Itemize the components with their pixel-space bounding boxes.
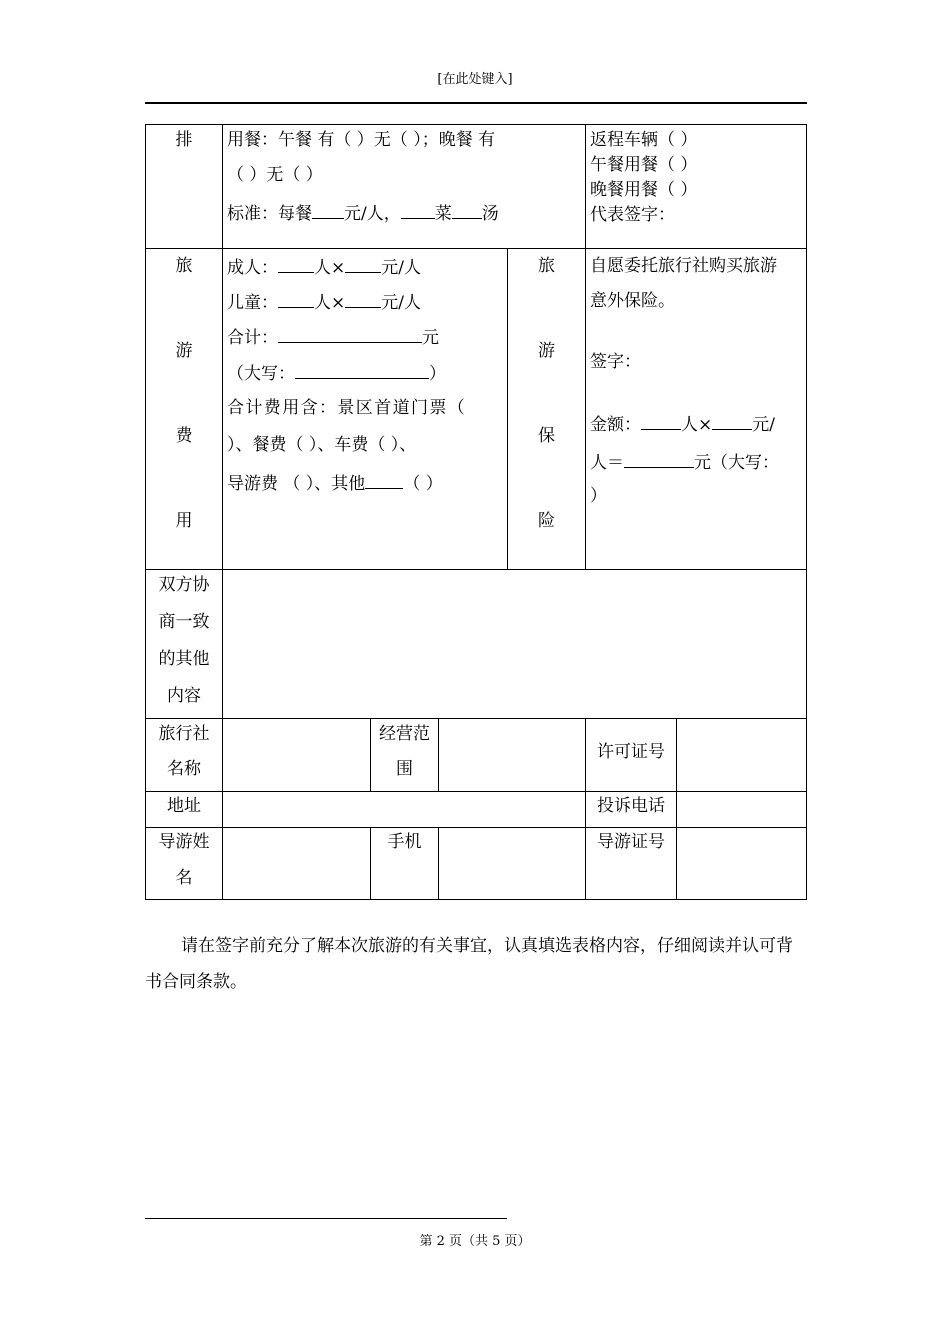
meal-std-unit2: 菜 bbox=[434, 204, 452, 224]
other-label-line: 的其他 bbox=[158, 649, 210, 669]
scope-label: 围 bbox=[396, 759, 413, 779]
meal-std-unit1: 元/人， bbox=[344, 204, 401, 224]
header-rule bbox=[145, 102, 807, 104]
phone-value[interactable] bbox=[438, 827, 586, 900]
adult-count-blank[interactable] bbox=[278, 254, 314, 273]
adult-mult: 人× bbox=[314, 258, 346, 278]
includes-line1: 合计费用含：景区首道门票（ bbox=[227, 398, 467, 418]
other-label-cell bbox=[145, 569, 223, 719]
guide-cert-label-cell bbox=[585, 827, 677, 900]
page-footer: 第 2 页（共 5 页） bbox=[419, 1234, 531, 1249]
insurance-label-char: 旅 bbox=[538, 256, 555, 276]
agency-name-label: 名称 bbox=[167, 759, 201, 779]
scope-label: 经营范 bbox=[379, 724, 430, 744]
agency-name-label-cell bbox=[145, 718, 223, 792]
other-content-cell[interactable] bbox=[222, 569, 807, 719]
adult-prefix: 成人： bbox=[227, 258, 278, 278]
adult-price-blank[interactable] bbox=[345, 254, 381, 273]
caps-blank[interactable] bbox=[295, 360, 429, 379]
insurance-line1: 自愿委托旅行社购买旅游 bbox=[590, 256, 777, 276]
caps-line bbox=[227, 360, 446, 387]
adult-line bbox=[227, 254, 421, 281]
child-count-blank[interactable] bbox=[278, 289, 314, 308]
phone-label-cell bbox=[370, 827, 439, 900]
fees-label-char: 旅 bbox=[175, 256, 193, 276]
insured-count-blank[interactable] bbox=[641, 411, 681, 430]
complaint-value[interactable] bbox=[676, 791, 807, 828]
includes-guide: 导游费 （ ）、其他 bbox=[227, 474, 366, 494]
return-vehicle: 返程车辆（ ） bbox=[590, 130, 698, 150]
includes-line2: ）、餐费（ ）、车费（ ）、 bbox=[227, 435, 417, 455]
child-price-blank[interactable] bbox=[345, 289, 381, 308]
agency-name-label: 旅行社 bbox=[158, 724, 210, 744]
total-blank[interactable] bbox=[278, 324, 422, 343]
license-label: 许可证号 bbox=[597, 742, 665, 762]
includes-line3 bbox=[227, 470, 443, 497]
meal-label-cell bbox=[145, 124, 223, 249]
meal-line2: （ ）无（ ） bbox=[227, 165, 323, 185]
guide-cert-label: 导游证号 bbox=[597, 832, 665, 852]
page-header: [在此处键入] bbox=[437, 72, 513, 87]
insurance-per-person: 人＝ bbox=[590, 453, 624, 473]
child-mult: 人× bbox=[314, 293, 346, 313]
scope-label-cell bbox=[370, 718, 439, 792]
meal-right-cell bbox=[585, 124, 807, 249]
complaint-label-cell bbox=[585, 791, 677, 828]
other-label-line: 双方协 bbox=[158, 575, 210, 595]
lunch-meal: 午餐用餐（ ） bbox=[590, 155, 698, 175]
guide-name-label: 导游姓 bbox=[158, 832, 210, 852]
complaint-label: 投诉电话 bbox=[597, 796, 665, 816]
meal-std-prefix: 标准：每餐 bbox=[227, 204, 312, 224]
caps-prefix: （大写： bbox=[227, 364, 295, 384]
fees-label-cell bbox=[145, 248, 223, 570]
amount-prefix: 金额： bbox=[590, 415, 641, 435]
signing-note: 请在签字前充分了解本次旅游的有关事宜，认真填选表格内容，仔细阅读并认可背书合同条款。 bbox=[145, 936, 793, 992]
footer-rule bbox=[145, 1218, 507, 1219]
meal-line1: 用餐：午餐 有（ ）无（ ）；晚餐 有 bbox=[227, 130, 496, 150]
other-blank[interactable] bbox=[365, 470, 403, 489]
fees-cell bbox=[222, 248, 508, 570]
license-value[interactable] bbox=[676, 718, 807, 792]
amount-unit: 元/ bbox=[752, 415, 775, 435]
other-label-line: 商一致 bbox=[158, 612, 210, 632]
guide-cert-value[interactable] bbox=[676, 827, 807, 900]
address-value[interactable] bbox=[222, 791, 586, 828]
total-line bbox=[227, 324, 439, 351]
caps-suffix: ） bbox=[429, 364, 446, 384]
guide-name-label: 名 bbox=[175, 868, 193, 888]
fees-label-char: 游 bbox=[175, 341, 193, 361]
dinner-meal: 晚餐用餐（ ） bbox=[590, 180, 698, 200]
total-prefix: 合计： bbox=[227, 328, 278, 348]
insured-price-blank[interactable] bbox=[712, 411, 752, 430]
insurance-label-char: 保 bbox=[538, 426, 555, 446]
meal-standard bbox=[227, 200, 499, 227]
address-label: 地址 bbox=[167, 796, 201, 816]
total-unit: 元 bbox=[422, 328, 439, 348]
meal-row-label: 排 bbox=[175, 130, 193, 150]
adult-unit: 元/人 bbox=[381, 258, 421, 278]
meal-price-blank[interactable] bbox=[312, 200, 344, 219]
meal-soup-blank[interactable] bbox=[452, 200, 482, 219]
guide-name-value[interactable] bbox=[222, 827, 371, 900]
scope-value[interactable] bbox=[438, 718, 586, 792]
insurance-close: ） bbox=[590, 486, 607, 506]
includes-other: （ ） bbox=[403, 474, 443, 494]
agency-name-value[interactable] bbox=[222, 718, 371, 792]
fees-label-char: 费 bbox=[175, 426, 193, 446]
child-unit: 元/人 bbox=[381, 293, 421, 313]
insurance-caps: 元（大写： bbox=[694, 453, 779, 473]
representative-signature: 代表签字： bbox=[590, 205, 675, 225]
guide-name-label-cell bbox=[145, 827, 223, 900]
child-prefix: 儿童： bbox=[227, 293, 278, 313]
meal-std-unit3: 汤 bbox=[481, 204, 499, 224]
amount-mult: 人× bbox=[681, 415, 713, 435]
insurance-label-char: 游 bbox=[538, 341, 555, 361]
insurance-label-cell bbox=[507, 248, 586, 570]
insurance-sign: 签字： bbox=[590, 352, 641, 372]
license-label-cell bbox=[585, 718, 677, 792]
meal-dishes-blank[interactable] bbox=[401, 200, 435, 219]
insurance-amount bbox=[590, 411, 775, 438]
meal-cell bbox=[222, 124, 586, 249]
address-label-cell bbox=[145, 791, 223, 828]
insurance-cell bbox=[585, 248, 807, 570]
insurance-line2: 意外保险。 bbox=[590, 291, 675, 311]
insurance-total bbox=[590, 449, 779, 476]
insurance-total-blank[interactable] bbox=[624, 449, 694, 468]
insurance-label-char: 险 bbox=[538, 511, 555, 531]
child-line bbox=[227, 289, 421, 316]
fees-label-char: 用 bbox=[175, 511, 193, 531]
phone-label: 手机 bbox=[387, 832, 422, 852]
other-label-line: 内容 bbox=[167, 686, 201, 706]
